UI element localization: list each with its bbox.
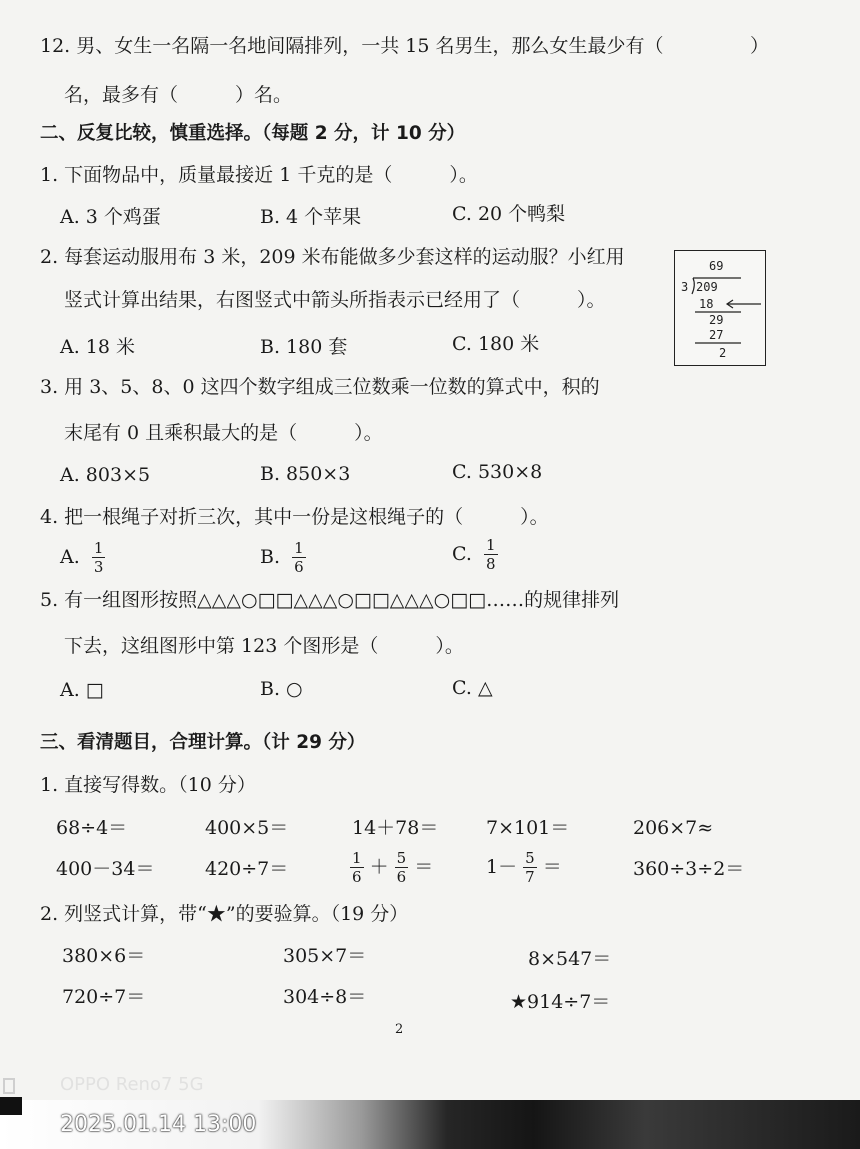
s2-q1-option-c: C. 20 个鸭梨 [452,203,566,225]
s2-q3-option-c: C. 530×8 [452,461,543,483]
s2-q5-option-c: C. △ [452,677,493,699]
vertical-calc-914-div-7-starred: ★914÷7＝ [510,991,611,1013]
s3-part1-title: 1. 直接写得数。（10 分） [40,774,256,796]
division-divisor: 3 [681,280,689,294]
division-remainder: 2 [719,346,727,360]
long-division-figure [674,250,766,366]
calc-400-minus-34: 400－34＝ [56,858,155,880]
division-step3: 27 [709,328,724,342]
vertical-calc-380-times-6: 380×6＝ [62,945,146,967]
s2-q4-option-a [60,541,105,575]
s2-q3-stem-line2: 末尾有 0 且乘积最大的是（ ）。 [64,422,383,444]
calc-360-div-3-div-2: 360÷3÷2＝ [633,858,745,880]
s2-q1-stem: 1. 下面物品中，质量最接近 1 千克的是（ ）。 [40,164,478,186]
q12-line1-close: ） [750,35,770,57]
s2-q3-option-a: A. 803×5 [60,464,151,486]
fraction-one-third: $\frac{1}{3}$ [93,539,104,576]
s2-q2-stem-line2: 竖式计算出结果，右图竖式中箭头所指表示已经用了（ ）。 [64,289,606,311]
s2-q3-option-b: B. 850×3 [260,463,351,485]
s2-q4-option-c-label: C. [452,543,472,565]
camera-watermark: OPPO Reno7 5G [60,1074,204,1095]
s2-q5-stem-line2: 下去，这组图形中第 123 个图形是（ ）。 [64,635,464,657]
vertical-calc-8-times-547: 8×547＝ [528,948,612,970]
s2-q3-stem-line1: 3. 用 3、5、8、0 这四个数字组成三位数乘一位数的算式中，积的 [40,376,600,398]
calc-68-div-4: 68÷4＝ [56,817,128,839]
division-step1: 18 [699,297,714,311]
calc-14-plus-78: 14＋78＝ [352,817,439,839]
photo-timestamp: 2025.01.14 13:00 [60,1112,257,1137]
division-quotient: 69 [709,259,724,273]
fraction-one-sixth-addend: $\frac{1}{6}$ [352,849,362,886]
page-number: 2 [395,1022,404,1037]
vertical-calc-304-div-8: 304÷8＝ [283,986,367,1008]
fraction-one-eighth: $\frac{1}{8}$ [485,536,496,573]
vertical-calc-305-times-7: 305×7＝ [283,945,367,967]
s2-q2-option-b: B. 180 套 [260,336,348,358]
s2-q4-option-a-label: A. [60,546,80,568]
q12-line2: 名，最多有（ ）名。 [64,84,293,106]
calc-400-times-5: 400×5＝ [205,817,289,839]
section2-heading: 二、反复比较，慎重选择。（每题 2 分，计 10 分） [40,123,466,144]
s2-q4-option-c [452,538,498,572]
fraction-five-sixths-addend: $\frac{5}{6}$ [396,849,407,886]
calc-one-minus-fraction [486,851,562,885]
calc-fraction-sum [350,851,433,885]
fraction-one-sixth: $\frac{1}{6}$ [294,539,304,576]
fraction-five-sevenths: $\frac{5}{7}$ [525,849,535,886]
division-step2: 29 [709,313,724,327]
equals-sign: ＝ [542,856,562,878]
equals-sign: ＝ [414,856,434,878]
calc-420-div-7: 420÷7＝ [205,858,289,880]
one-minus: 1－ [486,856,518,878]
calc-206-times-7: 206×7≈ [633,817,714,839]
plus-operator: ＋ [369,856,389,878]
vertical-calc-720-div-7: 720÷7＝ [62,986,146,1008]
s2-q4-stem: 4. 把一根绳子对折三次，其中一份是这根绳子的（ ）。 [40,506,549,528]
division-dividend: 209 [696,280,718,294]
s2-q2-stem-line1: 2. 每套运动服用布 3 米，209 米布能做多少套这样的运动服？小红用 [40,246,625,268]
s2-q4-option-b [260,541,306,575]
section3-heading: 三、看清题目，合理计算。（计 29 分） [40,732,366,753]
s2-q2-option-c: C. 180 米 [452,333,540,355]
s2-q1-option-b: B. 4 个苹果 [260,206,362,228]
s2-q1-option-a: A. 3 个鸡蛋 [60,206,161,228]
calc-7-times-101: 7×101＝ [486,817,570,839]
camera-corner-mark [0,1075,34,1115]
s2-q4-option-b-label: B. [260,546,281,568]
s2-q5-stem-line1: 5. 有一组图形按照△△△○□□△△△○□□△△△○□□……的规律排列 [40,589,620,611]
q12-line1: 12. 男、女生一名隔一名地间隔排列，一共 15 名男生，那么女生最少有（ [40,35,664,57]
s2-q2-option-a: A. 18 米 [60,336,136,358]
s2-q5-option-b: B. ○ [260,678,303,700]
s2-q5-option-a: A. □ [60,679,104,701]
s3-part2-title: 2. 列竖式计算，带“★”的要验算。（19 分） [40,903,409,925]
